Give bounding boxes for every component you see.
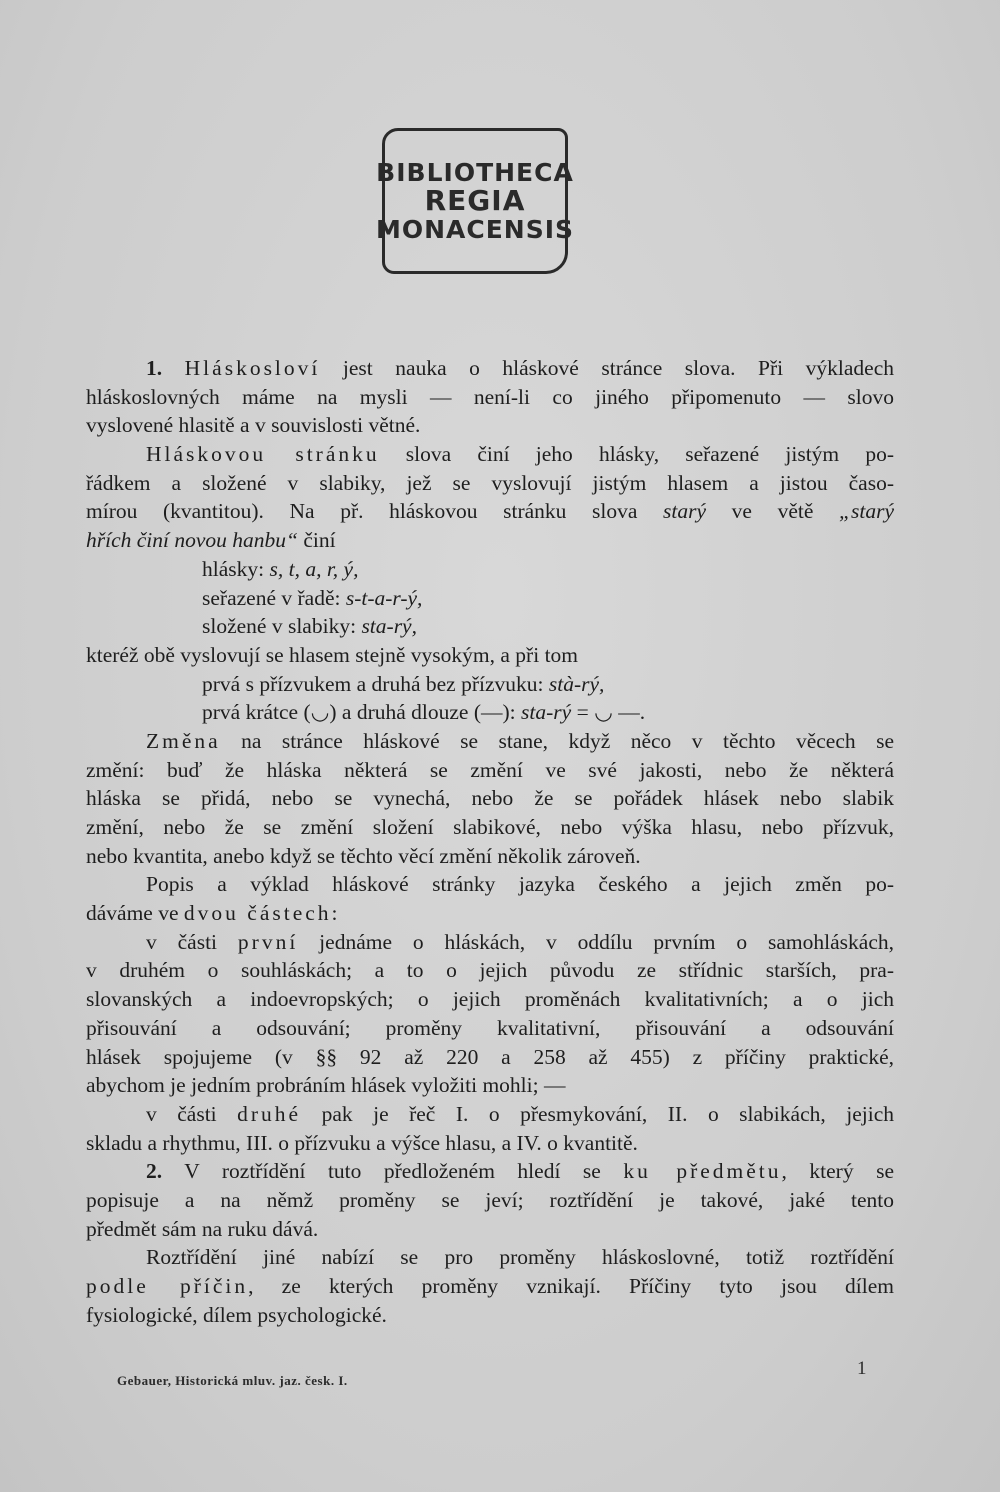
italic-term: stà-rý, xyxy=(548,671,605,696)
text-line xyxy=(86,727,894,756)
body-text xyxy=(86,354,894,1329)
text-line: Popis a výklad hláskové stránky jazyka českého a jejich změn po- xyxy=(146,872,894,897)
text-line: vyslovené hlasitě a v souvislosti větné. xyxy=(86,413,421,438)
text-span: v části xyxy=(146,1101,238,1126)
text-line: hláska se přidá, nebo se vynechá, nebo že se pořádek hlásek nebo slabik xyxy=(86,786,894,811)
spaced-term: podle příčin xyxy=(86,1274,249,1298)
text-span: hlásky: xyxy=(202,556,270,581)
text-line xyxy=(86,670,894,699)
text-span: prvá s přízvukem a druhá bez přízvuku: xyxy=(202,671,549,696)
text-line: předmět sám na ruku dává. xyxy=(86,1216,319,1241)
text-span: jest nauka o hláskové stránce slova. Při výkladech xyxy=(320,356,895,380)
text-span: V roztřídění tuto předloženém hledí se xyxy=(162,1159,624,1184)
stamp-line-1: BIBLIOTHECA xyxy=(376,157,574,187)
text-span: jednáme o hláskách, v oddílu prvním o samohláskách, xyxy=(298,929,894,954)
text-line: Roztřídění jiné nabízí se pro proměny hláskoslovné, totiž roztřídění xyxy=(146,1245,894,1270)
footer-signature: Gebauer, Historická mluv. jaz. česk. I. xyxy=(117,1373,348,1388)
text-line xyxy=(86,440,894,469)
italic-term: „starý xyxy=(839,499,894,524)
text-line xyxy=(86,584,894,613)
text-span: , ze kterých proměny vznikají. Příčiny tyto jsou dílem xyxy=(248,1274,894,1298)
text-line: popisuje a na němž proměny se jeví; roztřídění je takové, jaké tento xyxy=(86,1187,894,1212)
text-line xyxy=(86,497,894,526)
section-number: 2. xyxy=(146,1159,163,1184)
italic-term: starý xyxy=(663,499,707,524)
section-number: 1. xyxy=(146,356,163,380)
text-line xyxy=(86,555,894,584)
text-line xyxy=(86,526,894,555)
text-line xyxy=(86,1100,894,1129)
text-line: abychom je jedním probráním hlásek vyložiti mohli; — xyxy=(86,1073,566,1098)
text-line: řádkem a složené v slabiky, jež se vyslovují jistým hlasem a jistou časo- xyxy=(86,470,894,495)
text-line xyxy=(86,1157,894,1186)
text-line: skladu a rhythmu, III. o přízvuku a výšce hlasu, a IV. o kvantitě. xyxy=(86,1130,638,1155)
text-span: seřazené v řadě: xyxy=(202,585,346,610)
text-line xyxy=(86,698,894,727)
italic-term: s, t, a, r, ý, xyxy=(269,556,359,581)
text-line: hlásek spojujeme (v §§ 92 až 220 a 258 až 455) z příčiny praktické, xyxy=(86,1044,894,1069)
text-line: v druhém o souhláskách; a to o jejich původu ze střídnic starších, pra- xyxy=(86,958,894,983)
spaced-term: druhé xyxy=(237,1101,302,1126)
text-span: , který se xyxy=(781,1159,894,1184)
text-span: mírou (kvantitou). Na př. hláskovou stránku slova xyxy=(86,499,664,524)
text-line: přisouvání a odsouvání; proměny kvalitativní, přisouvání a odsouvání xyxy=(86,1015,894,1040)
text-span: : xyxy=(331,901,338,926)
spaced-term: Hláskosloví xyxy=(184,356,321,380)
library-stamp xyxy=(375,128,575,274)
text-line xyxy=(86,354,894,383)
text-span: prvá krátce (◡) a druhá dlouze (—): xyxy=(202,700,522,725)
text-line: kteréž obě vyslovují se hlasem stejně vysokým, a při tom xyxy=(86,642,579,667)
text-span: činí xyxy=(298,528,336,553)
italic-term: s-t-a-r-ý, xyxy=(345,585,423,610)
spaced-term: Hláskovou stránku xyxy=(146,442,380,467)
text-line xyxy=(86,612,894,641)
text-line: hláskoslovných máme na mysli — není-li co jiného připomenuto — slovo xyxy=(86,384,894,409)
text-span: složené v slabiky: xyxy=(202,614,362,639)
text-span: ve větě xyxy=(706,499,840,524)
spaced-term: dvou částech xyxy=(183,901,332,926)
text-line: změní: buď že hláska některá se změní ve své jakosti, nebo že některá xyxy=(86,757,894,782)
spaced-term: první xyxy=(237,929,299,954)
text-line: změní, nebo že se změní složení slabikové, nebo výška hlasu, nebo přízvuk, xyxy=(86,815,894,839)
text-span: slova činí jeho hlásky, seřazené jistým po- xyxy=(379,442,894,467)
page-number: 1 xyxy=(857,1358,867,1379)
text-line xyxy=(86,1272,894,1301)
stamp-line-3: MONACENSIS xyxy=(375,215,575,245)
text-span: pak je řeč I. o přesmykování, II. o slabikách, jejich xyxy=(301,1101,894,1126)
text-span: na stránce hláskové se stane, když něco v těchto věcech se xyxy=(220,728,894,753)
italic-term: sta-rý xyxy=(521,700,572,725)
italic-term: hřích činí novou hanbu“ xyxy=(86,528,298,553)
stamp-line-2: REGIA xyxy=(424,183,526,217)
italic-term: sta-rý, xyxy=(361,614,417,639)
text-span: v části xyxy=(146,929,238,954)
text-line: fysiologické, dílem psychologické. xyxy=(86,1302,387,1327)
text-span: dáváme ve xyxy=(86,901,184,926)
text-line xyxy=(86,899,894,928)
spaced-term: Změna xyxy=(146,728,221,753)
text-line: nebo kvantita, anebo když se těchto věcí změní několik zároveň. xyxy=(86,843,641,868)
text-line xyxy=(86,928,894,957)
text-line: slovanských a indoevropských; o jejich proměnách kvalitativních; a o jich xyxy=(86,987,894,1012)
spaced-term: ku předmětu xyxy=(623,1159,782,1184)
text-span: = ◡ —. xyxy=(571,700,646,725)
